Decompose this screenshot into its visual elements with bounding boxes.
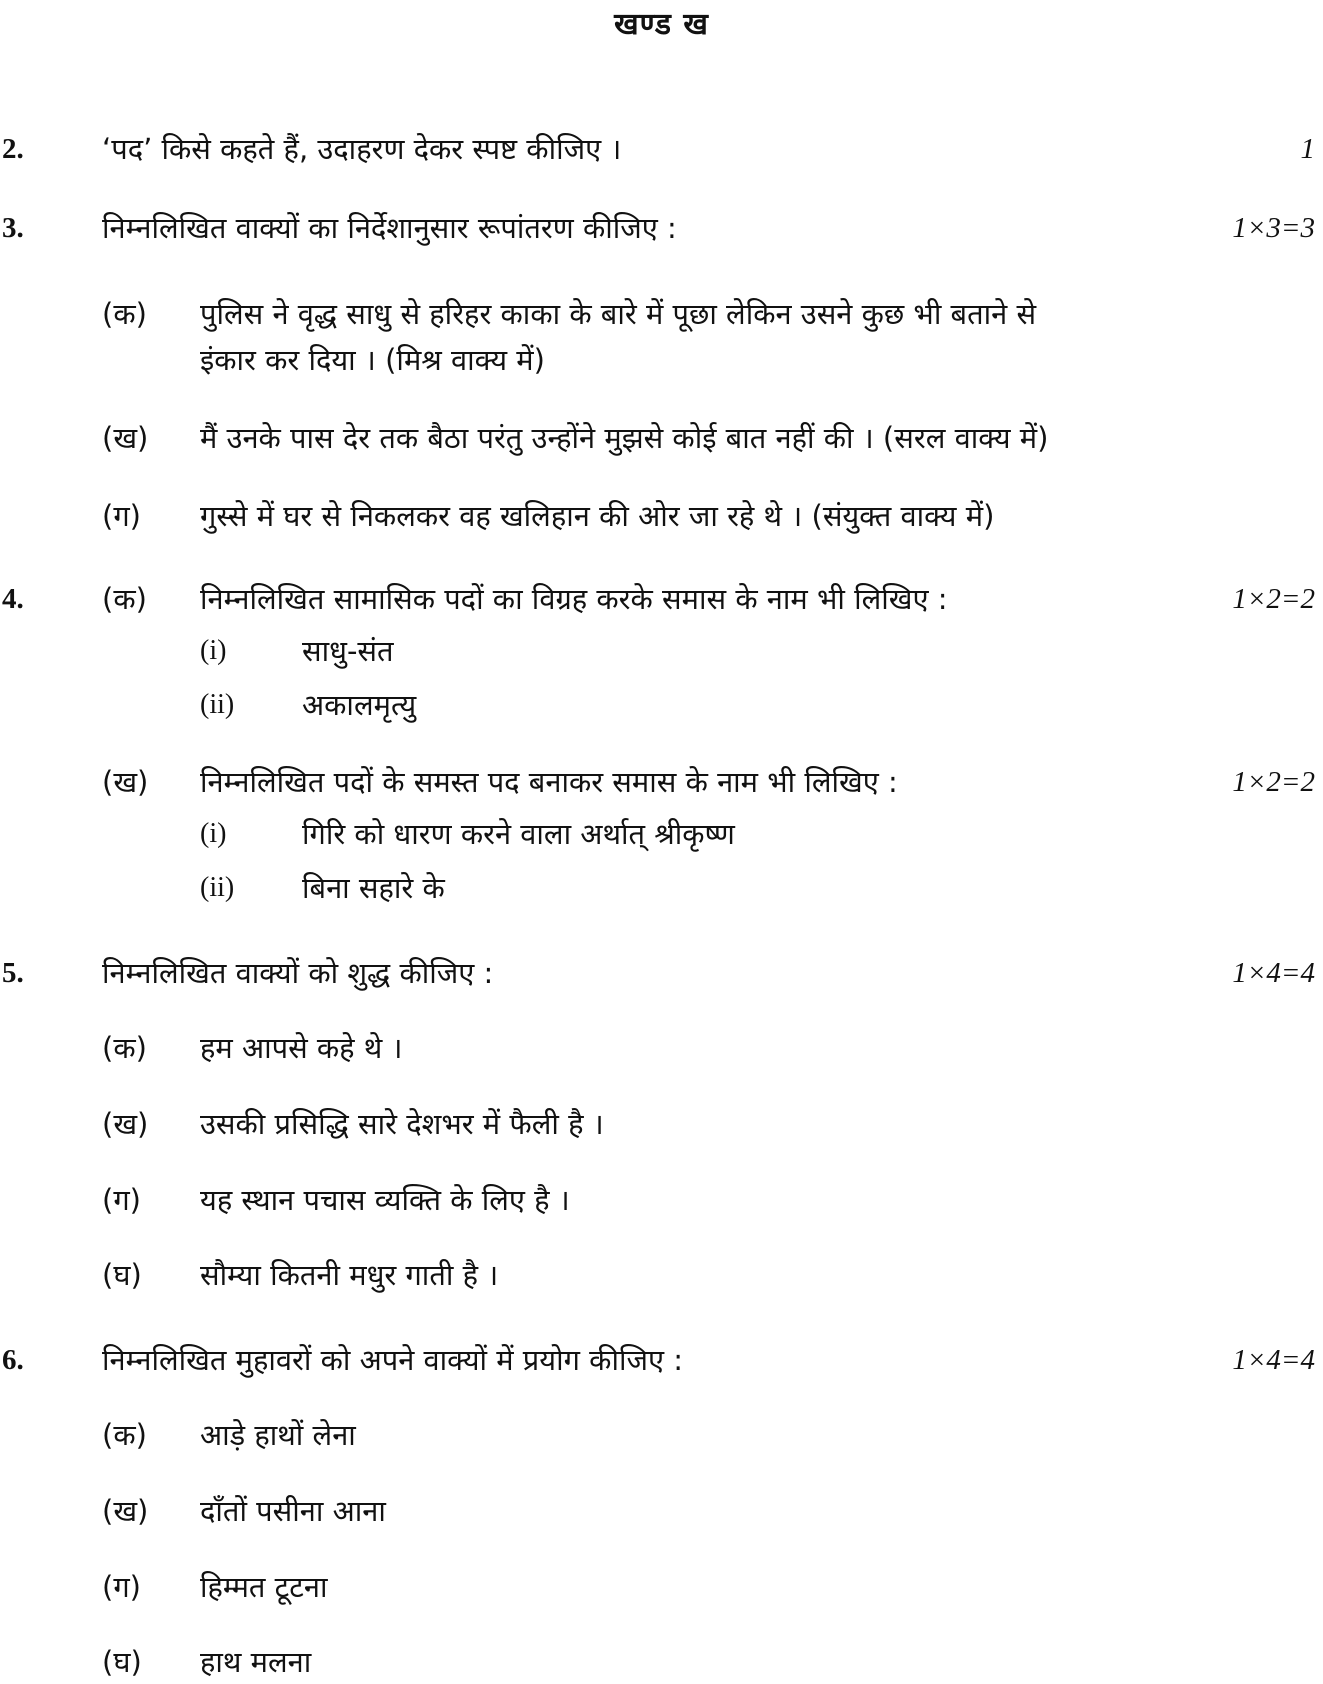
question-number: 6. bbox=[2, 1344, 24, 1376]
section-title: खण्ड ख bbox=[614, 7, 709, 42]
part-text: आड़े हाथों लेना bbox=[200, 1418, 356, 1452]
part-label: (ग) bbox=[102, 1570, 141, 1604]
item-text: अकालमृत्यु bbox=[302, 688, 417, 722]
question-marks: 1×4=4 bbox=[1232, 957, 1315, 989]
question-number: 2. bbox=[2, 133, 24, 165]
part-label: (क) bbox=[102, 297, 147, 331]
question-6-part-kha bbox=[0, 1489, 1323, 1533]
item-text: गिरि को धारण करने वाला अर्थात् श्रीकृष्ण bbox=[302, 817, 735, 851]
question-5-part-gha bbox=[0, 1253, 1323, 1297]
part-text: हिम्मत टूटना bbox=[200, 1570, 328, 1604]
part-label: (क) bbox=[102, 1031, 147, 1065]
part-label: (ख) bbox=[102, 421, 149, 455]
question-5-part-ga bbox=[0, 1178, 1323, 1222]
question-number: 5. bbox=[2, 957, 24, 989]
question-marks: 1 bbox=[1300, 133, 1315, 165]
question-5-part-ka bbox=[0, 1026, 1323, 1070]
part-text: यह स्थान पचास व्यक्ति के लिए है । bbox=[200, 1183, 570, 1217]
part-text-line-2: इंकार कर दिया । (मिश्र वाक्य में) bbox=[200, 343, 545, 377]
part-label: (ग) bbox=[102, 499, 141, 533]
question-6-part-ka bbox=[0, 1413, 1323, 1457]
question-6-part-ga bbox=[0, 1565, 1323, 1609]
question-6-part-gha bbox=[0, 1640, 1323, 1684]
part-label: (ख) bbox=[102, 1107, 149, 1141]
part-text: निम्नलिखित पदों के समस्त पद बनाकर समास के नाम भी लिखिए : bbox=[200, 765, 898, 799]
part-label: (ग) bbox=[102, 1183, 141, 1217]
question-number: 3. bbox=[2, 212, 24, 244]
part-text: मैं उनके पास देर तक बैठा परंतु उन्होंने मुझसे कोई बात नहीं की । (सरल वाक्य में) bbox=[200, 421, 1049, 455]
part-text: हाथ मलना bbox=[200, 1645, 312, 1679]
part-marks: 1×2=2 bbox=[1232, 766, 1315, 798]
question-text: निम्नलिखित मुहावरों को अपने वाक्यों में प्रयोग कीजिए : bbox=[102, 1343, 684, 1377]
part-marks: 1×2=2 bbox=[1232, 583, 1315, 615]
item-text: साधु-संत bbox=[302, 634, 394, 668]
part-label: (क) bbox=[102, 582, 147, 616]
item-label: (i) bbox=[200, 635, 227, 666]
part-label: (घ) bbox=[102, 1645, 142, 1679]
question-2 bbox=[0, 127, 1323, 171]
question-text: निम्नलिखित वाक्यों का निर्देशानुसार रूपांतरण कीजिए : bbox=[102, 211, 677, 245]
question-4-part-ka bbox=[0, 577, 1323, 621]
part-text: सौम्या कितनी मधुर गाती है । bbox=[200, 1258, 499, 1292]
question-marks: 1×4=4 bbox=[1232, 1344, 1315, 1376]
question-3 bbox=[0, 206, 1323, 250]
question-4-part-kha bbox=[0, 760, 1323, 804]
question-number: 4. bbox=[2, 583, 24, 615]
question-4-ka-item-i bbox=[0, 629, 1323, 673]
item-label: (ii) bbox=[200, 689, 235, 720]
question-marks: 1×3=3 bbox=[1232, 212, 1315, 244]
question-3-part-kha bbox=[0, 416, 1323, 460]
part-text: हम आपसे कहे थे । bbox=[200, 1031, 403, 1065]
question-3-part-ga bbox=[0, 494, 1323, 538]
part-label: (क) bbox=[102, 1418, 147, 1452]
question-5-part-kha bbox=[0, 1102, 1323, 1146]
part-text-line-1: पुलिस ने वृद्ध साधु से हरिहर काका के बारे में पूछा लेकिन उसने कुछ भी बताने से bbox=[200, 297, 1037, 331]
question-4-kha-item-i bbox=[0, 812, 1323, 856]
part-text: दाँतों पसीना आना bbox=[200, 1494, 386, 1528]
question-4-ka-item-ii bbox=[0, 683, 1323, 727]
part-label: (घ) bbox=[102, 1258, 142, 1292]
question-4-kha-item-ii bbox=[0, 866, 1323, 910]
question-5 bbox=[0, 951, 1323, 995]
part-label: (ख) bbox=[102, 1494, 149, 1528]
item-label: (i) bbox=[200, 818, 227, 849]
question-text: ‘पद’ किसे कहते हैं, उदाहरण देकर स्पष्ट कीजिए । bbox=[102, 132, 622, 166]
part-text: गुस्से में घर से निकलकर वह खलिहान की ओर जा रहे थे । (संयुक्त वाक्य में) bbox=[200, 499, 995, 533]
question-6 bbox=[0, 1338, 1323, 1382]
part-text: निम्नलिखित सामासिक पदों का विग्रह करके समास के नाम भी लिखिए : bbox=[200, 582, 948, 616]
part-label: (ख) bbox=[102, 765, 149, 799]
question-text: निम्नलिखित वाक्यों को शुद्ध कीजिए : bbox=[102, 956, 494, 990]
item-text: बिना सहारे के bbox=[302, 871, 445, 905]
part-text: उसकी प्रसिद्धि सारे देशभर में फैली है । bbox=[200, 1107, 604, 1141]
item-label: (ii) bbox=[200, 872, 235, 903]
question-3-part-ka-continued bbox=[0, 338, 1323, 382]
question-3-part-ka bbox=[0, 292, 1323, 336]
